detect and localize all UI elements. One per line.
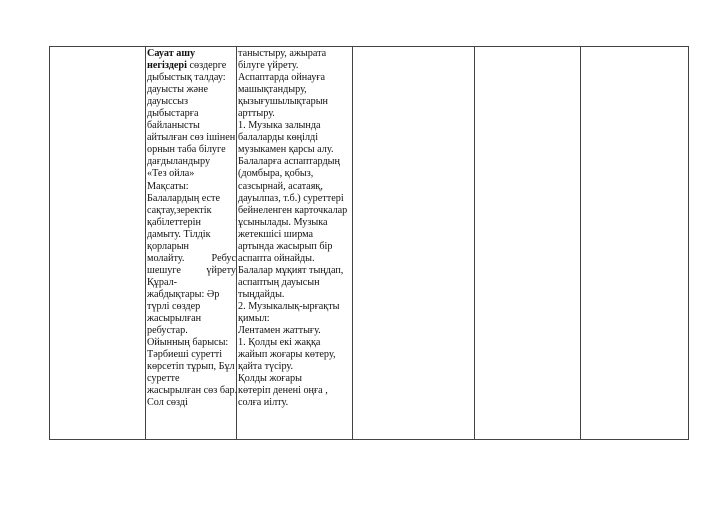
- text-line: Лентамен жаттығу.: [238, 325, 321, 337]
- table-column-divider: [236, 46, 237, 440]
- text-line: Балалар мұқият тыңдап,: [238, 264, 344, 276]
- text-fragment: жасырылған: [147, 313, 202, 325]
- text-fragment: сөздерге: [186, 60, 227, 72]
- text-fragment: дыбыстық талдау:: [147, 72, 226, 84]
- text-line: [147, 120, 236, 132]
- text-fragment: үйрету: [206, 264, 236, 276]
- text-line: [147, 60, 236, 72]
- text-fragment: дауысты және: [147, 84, 209, 96]
- table-cell-literacy-game: [147, 48, 236, 409]
- text-line: [147, 253, 236, 265]
- text-fragment: шешуге: [147, 264, 181, 276]
- text-line: [147, 48, 236, 60]
- text-fragment: айтылған сөз ішінен: [147, 132, 236, 144]
- text-fragment: Мақсаты:: [147, 180, 189, 192]
- text-line: [147, 193, 236, 205]
- text-fragment: қорларын: [147, 240, 189, 252]
- text-line: [147, 385, 236, 397]
- text-line: [147, 301, 236, 313]
- text-line: [147, 156, 236, 168]
- text-line: музыкамен қарсы алу.: [238, 144, 334, 156]
- text-fragment: түрлі сөздер: [147, 300, 201, 312]
- text-line: [147, 108, 236, 120]
- text-fragment: «Тез ойла»: [147, 168, 195, 180]
- text-line: [147, 132, 236, 144]
- text-line: [147, 397, 236, 409]
- text-line: [147, 289, 236, 301]
- text-fragment: дыбыстарға: [147, 108, 199, 120]
- text-line: [147, 217, 236, 229]
- text-line: [147, 241, 236, 253]
- text-line: [147, 373, 236, 385]
- text-line: жайып жоғары көтеру,: [238, 349, 336, 361]
- text-fragment: Құрал-: [147, 276, 178, 288]
- table-border-right: [688, 46, 689, 440]
- text-line: [147, 96, 236, 108]
- text-line: қимыл:: [238, 313, 270, 325]
- text-line: балаларды көңілді: [238, 132, 319, 144]
- text-fragment: жабдықтары: Әр: [147, 288, 220, 300]
- text-line: білуге үйрету.: [238, 60, 299, 72]
- table-column-divider: [352, 46, 353, 440]
- text-fragment: дауыссыз: [147, 96, 189, 108]
- text-line: қайта түсіру.: [238, 361, 294, 373]
- table-column-divider: [145, 46, 146, 440]
- text-line: қызығушылықтарын: [238, 96, 328, 108]
- text-line: [147, 349, 236, 361]
- table-column-divider: [580, 46, 581, 440]
- text-line: [147, 313, 236, 325]
- text-line: машықтандыру,: [238, 84, 307, 96]
- text-line: аспапта ойнайды.: [238, 252, 315, 264]
- text-line: арттыру.: [238, 108, 275, 120]
- text-line: [147, 72, 236, 84]
- text-line: (домбыра, қобыз,: [238, 168, 314, 180]
- text-fragment: байланысты: [147, 120, 200, 132]
- text-line: [147, 168, 236, 180]
- text-fragment: қабілеттерін: [147, 216, 201, 228]
- text-fragment: орнын таба білуге: [147, 144, 226, 156]
- text-line: 1. Музыка залында: [238, 120, 321, 132]
- text-line: [147, 277, 236, 289]
- text-fragment: Тәрбиеші суретті: [147, 349, 223, 361]
- text-line: дауылпаз, т.б.) суреттері: [238, 192, 344, 204]
- table-border-left: [49, 46, 50, 440]
- bold-text: негіздері: [147, 60, 187, 72]
- text-fragment: молайту.: [147, 252, 185, 264]
- text-fragment: ребустар.: [147, 325, 188, 337]
- text-fragment: көрсетіп тұрып, Бұл: [147, 361, 235, 373]
- text-fragment: дамыту. Тілдік: [147, 228, 211, 240]
- text-line: [147, 144, 236, 156]
- text-fragment: Балалардың есте: [147, 192, 221, 204]
- text-line: [147, 337, 236, 349]
- text-line: Қолды жоғары: [238, 373, 302, 385]
- text-line: таныстыру, ажырата: [238, 48, 327, 59]
- text-line: [147, 361, 236, 373]
- text-line: [147, 265, 236, 277]
- text-line: жетекшісі ширма: [238, 228, 314, 240]
- text-line: [147, 205, 236, 217]
- text-line: сазсырнай, асатаяқ,: [238, 180, 323, 192]
- text-line: көтеріп денені оңға ,: [238, 385, 328, 397]
- text-line: 2. Музыкалық-ырғақты: [238, 300, 340, 312]
- text-line: солға иілту.: [238, 397, 289, 409]
- text-line: Аспаптарда ойнауға: [238, 72, 326, 84]
- text-line: [147, 84, 236, 96]
- bold-text: Сауат ашу: [147, 48, 196, 59]
- table-cell-music-activity: [238, 48, 352, 409]
- text-line: [147, 181, 236, 193]
- text-fragment: дағдыландыру: [147, 156, 211, 168]
- table-column-divider: [474, 46, 475, 440]
- text-fragment: жасырылған сөз бар.: [147, 385, 238, 397]
- text-line: [147, 229, 236, 241]
- text-line: артында жасырып бір: [238, 240, 333, 252]
- text-line: Балаларға аспаптардың: [238, 156, 340, 168]
- text-line: [147, 325, 236, 337]
- text-fragment: суретте: [147, 373, 180, 385]
- text-line: бейнеленген карточкалар: [238, 204, 348, 216]
- text-fragment: Ребус: [211, 252, 236, 264]
- text-fragment: Ойынның барысы:: [147, 337, 229, 349]
- text-line: ұсынылады. Музыка: [238, 216, 328, 228]
- text-line: аспаптың дауысын: [238, 276, 320, 288]
- text-line: 1. Қолды екі жаққа: [238, 337, 321, 349]
- text-line: тыңдайды.: [238, 288, 285, 300]
- text-fragment: сақтау,зеректік: [147, 204, 212, 216]
- text-fragment: Сол сөзді: [147, 397, 188, 409]
